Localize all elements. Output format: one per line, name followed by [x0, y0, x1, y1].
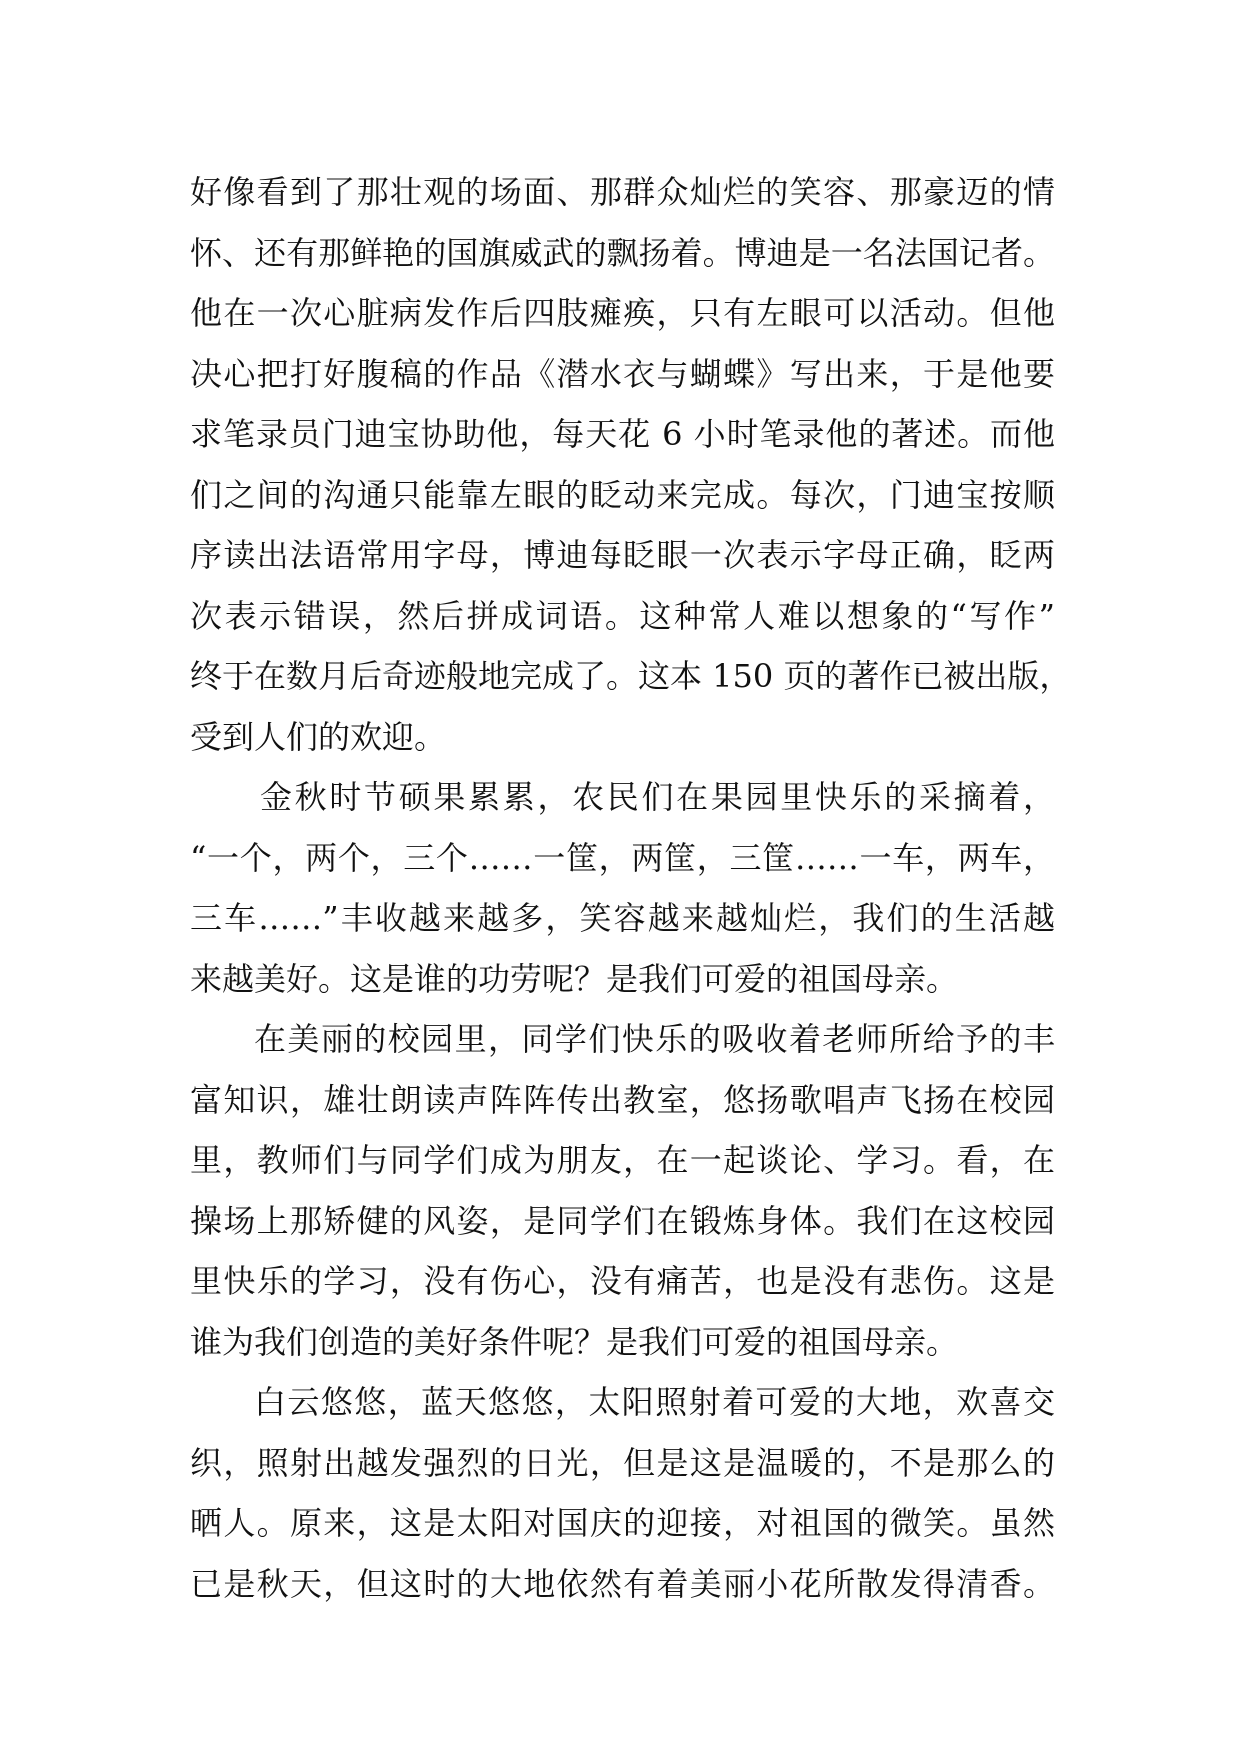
paragraph-first-line: 在美丽的校园里，同学们快乐的吸收着老师所给予的丰 [254, 1020, 1055, 1058]
body-text [190, 162, 1072, 1614]
text-line: 已是秋天，但这时的大地依然有着美丽小花所散发得清香。 [190, 1564, 1055, 1603]
paragraph-first-line: 金秋时节硕果累累，农民们在果园里快乐的采摘着， [260, 778, 1055, 816]
text-line: 富知识，雄壮朗读声阵阵传出教室，悠扬歌唱声飞扬在校园 [190, 1080, 1055, 1119]
text-line: 来越美好。这是谁的功劳呢？是我们可爱的祖国母亲。 [190, 959, 959, 998]
text-line: 次表示错误，然后拼成词语。这种常人难以想象的“写作” [190, 596, 1055, 635]
text-line: 织，照射出越发强烈的日光，但是这是温暖的，不是那么的 [190, 1443, 1055, 1482]
text-line: 求笔录员门迪宝协助他，每天花 6 小时笔录他的著述。而他 [190, 415, 1055, 453]
text-line: 们之间的沟通只能靠左眼的眨动来完成。每次，门迪宝按顺 [190, 475, 1055, 514]
text-line: 受到人们的欢迎。 [190, 717, 447, 756]
text-line: 晒人。原来，这是太阳对国庆的迎接，对祖国的微笑。虽然 [190, 1504, 1055, 1542]
text-line: 三车……”丰收越来越多，笑容越来越灿烂，我们的生活越 [190, 899, 1055, 937]
paragraph-first-line: 白云悠悠，蓝天悠悠，太阳照射着可爱的大地，欢喜交 [254, 1383, 1055, 1421]
text-line: 谁为我们创造的美好条件呢？是我们可爱的祖国母亲。 [190, 1322, 959, 1361]
text-line: 决心把打好腹稿的作品《潜水衣与蝴蝶》写出来，于是他要 [190, 354, 1055, 393]
text-line: 好像看到了那壮观的场面、那群众灿烂的笑容、那豪迈的情 [190, 173, 1055, 211]
text-line: 序读出法语常用字母，博迪每眨眼一次表示字母正确，眨两 [190, 536, 1055, 574]
text-line: “一个，两个，三个……一筐，两筐，三筐……一车，两车， [190, 838, 1055, 877]
text-line: 怀、还有那鲜艳的国旗威武的飘扬着。博迪是一名法国记者。 [190, 233, 1055, 272]
text-line: 终于在数月后奇迹般地完成了。这本 150 页的著作已被出版， [190, 657, 1072, 695]
text-line: 他在一次心脏病发作后四肢瘫痪，只有左眼可以活动。但他 [190, 294, 1055, 332]
text-line: 里，教师们与同学们成为朋友，在一起谈论、学习。看，在 [190, 1141, 1055, 1179]
text-line: 操场上那矫健的风姿，是同学们在锻炼身体。我们在这校园 [190, 1201, 1055, 1240]
text-line: 里快乐的学习，没有伤心，没有痛苦，也是没有悲伤。这是 [190, 1262, 1055, 1300]
